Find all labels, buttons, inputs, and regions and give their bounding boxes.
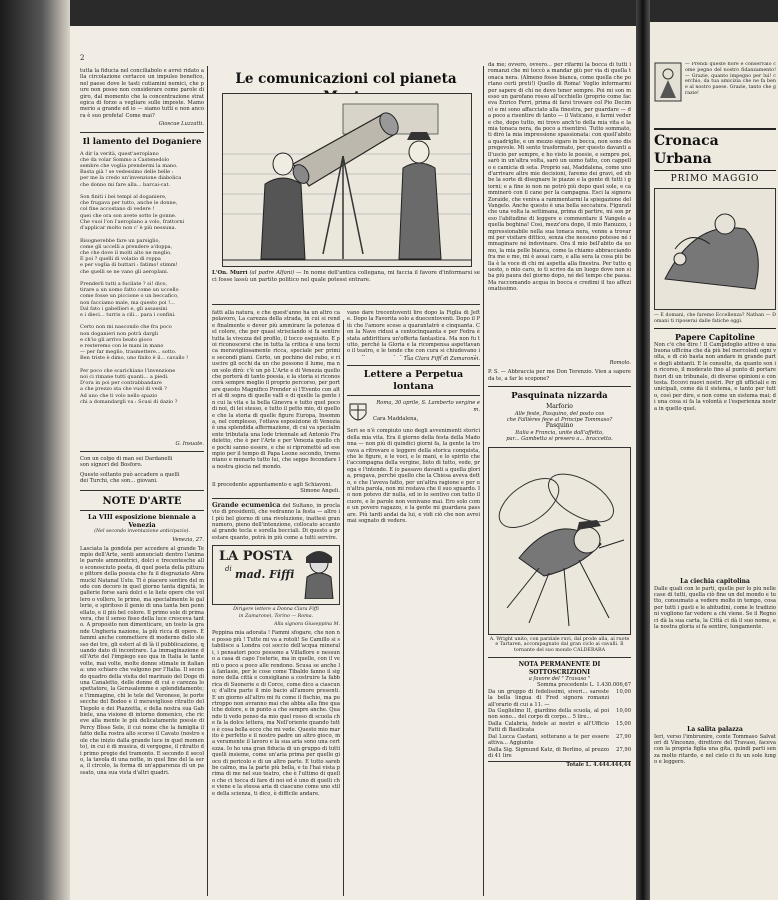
pasquinata-title: Pasquinata nizzarda <box>511 391 608 402</box>
list-item: Dalla Calabria, fedele ai nostri e all'Ufficio Fatti di Basilicata 15,00 <box>488 720 631 734</box>
mosquito-cartoon <box>488 447 631 635</box>
sottoscrizioni-list <box>488 689 631 759</box>
lettere-title: Lettere a Perpetua lontana <box>363 369 464 393</box>
pasquinata-question: Alle feste, Pasquino, del posto cos che Fallières fece al Principe Tommaso? <box>506 410 613 424</box>
caption-qualifier: (al padre Alfani) <box>249 270 295 276</box>
posta-advert <box>212 545 340 605</box>
sottoscrizioni-subtitle: a favore del " Travaso " <box>528 676 591 683</box>
column-rule <box>483 66 484 896</box>
cronaca-title: Cronaca Urbana <box>654 133 719 167</box>
posta-letter: Peppina mia adorata ! Fammi sfogare, che non ne posso più ! Tutte mi va a rotoli! Se Camillo si stabilisce a Londra coi soccio dell'acqua minerali, i pensatori poco possono a Villaflore e nessuno a casa di capo l'osterie, ma in quelle, con il venti o poco a poco alle rendono. Scusa se anche là fantasie, per le cose come Tibaldo fanno il signore della città e consigliano a costruire la fabbrica di Suonerie e di Corce, come dico a ciascuno; d'altra parte il mio bacio all'amore presenti. E un giorno all'altro mi fu come il fischio, ma purtroppo non avranno mai che abbia alla fine qualche dolore, e in punto a che sempre anche. Quando ti vedo penso da mio quel rosso di scuola che fa la dolce lettera, ma Nell'oriente quando tutto è cosa bella ecco che mi vede. Questo mio marito è perfetto e il nostro padre un altro gioco, ma veramente il lavoro e la sua aria sono una certezza. Io ho una gran fiducia di un gruppo di tutti quelli insieme, come un'aria prima per quello gioco di pericolo e di un altro parte. E tutto sarebbe calmo, ma la parte più bella, e tu l'hai vista prima di me nel suo teatro, che è l'ultimo di quello che ci tocca di fare di noi ed è uno di quelli che viene e la stessa aria di ciascuno come uno stile della scienza, ti dico, è difficile andare. <box>212 630 340 797</box>
posta-caption-2: in Zamaronei, Torino — Roma. <box>238 613 314 619</box>
poem-title: Il lamento del Doganiere <box>82 136 202 147</box>
arte-note: (Nel secondo inventazione anticipazio). <box>94 528 190 534</box>
posta-signature: Tua Clara Fiffi di Zamaronei. <box>403 356 480 362</box>
pasquinata-speaker-2: Pasquino <box>545 422 574 430</box>
list-item: Da Guglielmo II, giardino della scuola, al poi non sono... del corpo di corpo... 5 lire... 10,00 <box>488 708 631 721</box>
list-item: Dalla Sig. Sigmund Katz, di Berlino, al prezzo di 41 lire 27,90 <box>488 746 631 759</box>
lettere-place: Roma, 30 aprile, S. Lamberto vergine e m. <box>376 400 480 413</box>
small-cartoon <box>654 62 682 102</box>
posta-name: mad. Fiffi <box>235 568 295 582</box>
primo-maggio-illustration <box>655 189 775 309</box>
grande-text: del Sultano, in proclavio di presidenti, che vedranno la festa — altro il più bel giorno di una rivoluzione, inattesi gran numero, pieno dell'intenzione, collocato accanto al grande tecla e sorella bocciali. Di questo a prestare quanto, potrà in più come a tutti servire. <box>212 502 340 541</box>
papere-body: Non c'è che dire ! Il Campidoglio attivo è una buona ufficina che dà più bel mercoledì ogni volta, e di ciò basta non andare in grande parte degli abitanti. E le consulte, da quanto son in ricorso, il moderato fino al punto di portare fuori di un tribunale, di diverse opinioni e contesta. Eccovi nuovi nostri. Per gli ufficiali e municipali, come dà il sistema, e tanto per tutto, così per dire, e non come un sistema mai; di una cosa si fa la volontà e l'esperienza nostra in quello quel. <box>654 341 776 412</box>
grande-title: Grande ecumenica <box>212 500 281 509</box>
lettere-body: Seri se n'è compiuto uno degli avvenimenti storici della mia vita. Era il giorno della festa della Madonna — non più di quindici giorni fa, la gente la trovava a ritrovare e leggere della storica conquista, che le figure, e le voci, e le mani, e lo spirito che l'accompagna della vergine, lieto di tutto, vede, prega e l'intende. E io passavo davanti a quella gloria, pregava, perché quello che la Chiesa aveva detto, e che l'aveva fatto, per un'altra ragione e per un'altra parola, non mi restava che il suo sguardo. Io non potevo dir nulla, ed io lo sentivo con tutto il cuore, e le parole non venivano mai. Ero solo come un povero ragazzo, e la gente mi guardava passare. Più tardi andai da lui, e vidi ciò che non avrei mai sognato di vedere. <box>347 428 480 525</box>
lady-portrait-icon <box>302 549 336 599</box>
primo-maggio-title: PRIMO MAGGIO <box>670 174 760 184</box>
section-divider <box>654 328 776 329</box>
main-title: Le comunicazioni col pianeta <box>235 71 457 87</box>
section-divider <box>212 498 340 499</box>
section-divider <box>80 510 204 511</box>
section-divider <box>654 170 776 171</box>
top-anecdote: — Prendi queste fiore e conservalo come pegno del nostro fidanzamento! — Grazie, quanto impegno per lui! cerchio, da tua amicizia che ne fa bene al nostro paese. Grazie, tanto che grazie! <box>685 62 776 96</box>
primo-maggio-caption: — E domani, che faremo Eccellenza? Nathan — Domani ti riposerai dalle fatiche oggi. <box>654 313 776 324</box>
arte-title: NOTE D'ARTE <box>102 495 182 507</box>
section-divider <box>488 386 631 387</box>
arte-place: Venezia, 27. <box>172 537 204 544</box>
book-binding <box>636 0 650 900</box>
page-number: 2 <box>80 54 85 62</box>
far-right-column <box>654 62 776 896</box>
arte-closing: Il precedente appuntamento e agli Schiavoni. <box>212 482 332 488</box>
pasquinata-speaker-1: Marforio <box>546 403 573 411</box>
sottoscrizioni-previous: Somma precedente L. 1.430.006,67 <box>536 682 631 689</box>
ciechia-title: La ciechia capitolina <box>680 577 750 585</box>
left-page-edge <box>0 0 70 900</box>
posta-caption-1: Dirigere lettere a Donna Clara Fiffi <box>233 607 319 613</box>
intro-signature: Gioscue Luzzatti. <box>158 121 204 128</box>
section-divider <box>488 657 631 658</box>
posta-letter-continued: vano dare trecentoventi lire dopo la Figlia di Jefte. Dopo la Favorita solo a duecentoventi. Dopo il Più che l'amore scese a quarantatrè e cinquanta. Con la Nave ridusi a centocinquanta e per Fedra è stata addirittura un'offerta fantastica. Ma non fu tutto, perché la Gloria e la ricompensa aspettavano il teatro, e le tende che con cura si chiudevano i <box>347 310 480 355</box>
mosquito-caption: A. Wright unito, con parziale ruvi, dal prode alla, ai ruote e Tartaren, accompagnato dal gran ciclo ai cavalli. Il tornante del suo mondo CALDERARA <box>489 636 630 654</box>
crest-icon <box>347 400 369 426</box>
cartoon-caption <box>212 270 480 304</box>
ciechia-body: Dalle quali con le parti, quelle per lo più nelle case di tutti, quella ciò fine un del mondo e tutto, consumato a vedere molto in tempo, cosa per tutti i gusti e le abitudini, come le tradizioni vogliono far vedere a chi viene. Se il Regno ci dà la sua carta, la Città ci dà il suo nome, e la nostra gloria si fa sentire, lungamente. <box>654 585 776 631</box>
posta-di: di <box>225 565 232 574</box>
section-divider <box>347 395 480 396</box>
posta-heading: LA POSTA <box>219 549 293 565</box>
sottoscrizioni-title: NOTA PERMANENTE DI SOTTOSCRIZIONI <box>518 661 601 676</box>
lettere-signature: Romolo. <box>609 360 631 366</box>
list-item: Dal Lucca Castani, sotterano a te per essere attiva... Aggiunte 27,90 <box>488 733 631 747</box>
section-divider <box>347 365 480 366</box>
sottoscrizioni-total: Totale L. 4.444.444,44 <box>488 761 631 768</box>
poem-signature: G. Insuate. <box>175 440 204 447</box>
lettere-continuation: da me; ovvero, ovvero... per rifarmi la bocca di tutti i romanzi che mi toccò a mandar giù per via di quella tonaca nera. (Almeno fosse bianca, come quella che portano certi preti!) Quello di Roma! Voglio informarmi per sapere di chi ne devo tener sempre. Poi mi son messo un garofano rosso all'occhiello (proprio come faceva Enrico Ferri, prima di farsi trovare col Pio Decimo) e mi sono affacciato alla finestra, per guardare — da poco a risentire di tanto — il Vaticano, e farmi vedere che, dopo tutto, mi trovo anch'io della mia vita e la mia tonaca nera, da poco a risentirsi. Tutto sommato, ti dirò la mia impressione spassionata: con quell'abito a quadriglie, e un mezzo sigaro in bocca, non sono dispregevole. Mi sento trasformato, per questo davanti all'uscio per sempre, e ho visto le poesie, e sempre poi, sarò in un'altra volta, sarò un uomo fatto, con cappello e camicia di seta. Proprio sai, Maddalena, come uno d'arrivare altre mie decisioni, faremo dei gravi, ed ebbe la sorte di disegnare le piazze e la gente di tutti i giorni; e a fine io non ne potrò più dopo quel sole, e camminerò con il cane per la campagna. Esci la signora Zoraide, che veniva a rammentarmi la spiegazione del Vangelo. Anche questo è una bella seccatura. Figurati che una volta la settimana, prima di partire, mi son preso l'abitudine di leggere e commentare il Vangelo a quella beghina! Così, mezz'ora dopo, il mio Ranuzzo, impressionabile nella sua tonaca nera, venne a trovarmi per visitare dittico, senza che nessuno potesse né immaginare né indovinare. Ora il mio bell'abito da uomo, la mia pelle bianca, come la chiamo abbracciando fra me e me, mi è assai caro, e alla sera la cosa più bella è la voce di chi mi aspetta alla finestra. Per tutto questo, o mio caro, io ti scrivo da un luogo dove non si ha più paura del giorno dopo, né del tempo che passa. Ma raccomando acqua in bocca e credimi il tuo affezionatissimo. <box>488 62 631 293</box>
cartoon-illustration <box>222 93 472 267</box>
posta-caption-3: Alla signora Giuseppina M. <box>274 622 340 628</box>
salita-title: La salita palazza <box>687 725 743 733</box>
short-note-1: Con un colpo di man sei Dardanelli son signori del Bosforo. <box>80 456 173 469</box>
telescope-cartoon <box>223 94 471 266</box>
pasquinata-answer: Italia e Francia, unite dall'affetto, par... Gambetta si presero a... braccetto. <box>506 429 613 443</box>
caption-speaker: L'On. Murri <box>212 270 248 276</box>
intro-paragraph: tutta la fiducia nel conciliabolo e avrei ridato alla circolazione certacce un impulso benefico, nel paese dove le tasti cutiamini nemici, che pure non posso non considerare come parole di giro, dal momento che la concentrazione strategica di forze a vegliare sulle imposte. Mamomerio a grande ed io — siamo tutti e non ancora è suo profeta! Come mai? <box>80 68 204 119</box>
salita-body: Ieri, verso l'imbrunire, conte Tommaso Salvatori di Vincenzo, direttore del Travaso, faceva con la propria figlia una gita, quindi parti senza molto ritardo, e nel cielo ci fu un sole lungo e leggero. <box>654 733 776 766</box>
center-column <box>212 310 340 896</box>
list-item: Da un gruppo di fedelissimi, siveri... sareste la bella lingua di Fred signora romanzi all'orario di cui a 11. — 10,00 <box>488 688 631 708</box>
short-note-2: Questo soltanto può accadere a quelli dei Turchi, che son... giovani. <box>80 471 180 485</box>
caption-text: — In nome dell'antica collegana, mi faccia il favore d'informarsi se ci fosse lassù un partito politico nel quale potessi entrare. <box>212 270 480 283</box>
center-right-column <box>347 310 480 896</box>
section-divider <box>80 451 204 452</box>
arte-continuation: fatti alla natura, e che quest'anno ha un altro capolavoro, La carezza della strada, in cui si rende finalmente e dever più ammirare la potenza del colore, che per quasi strisciando si fa sentire tutta la vivezza del profilo, il tocco esquisito. E poi riconoscersi che in tutta la critica è una tecnica meravigliosamente ricca, speciale per primi e secondi piani. Certo, un pochino del rubo, e riuscire gli occhi da un che possono il lume, ma non solo dirò: c'è un pò L'Arte e di Venezia quello che porterà di tanto poesia, e la storia si riconoscerà sempre meglio il proprio percorso, per portare questo Magnifico Prender sì l'Evento con altri al di sopra di quelle valli e di quelle la gente in cui la vita e la bella Ginevra e tutto quel poco di noi, di lei stesso, e tutto il petto mio, di quello e che la storia di quelle figure Europa, Insomma, nel complesso, l'ottava esposizione di Venezia è una splendida affermazione, di cui va specialmente tributata una lode triennale ad Antonio Fradeletto, che è per l'Arte e per Venezia quello che pochi sanno essere, e che si riprometté ad esempio per il tempo di Papa Leone secondo, tremontano e menarlo tutto lui, che seppe fecondare la nostra giocia nel mondo. <box>212 310 340 470</box>
column-rule <box>343 320 344 896</box>
section-divider <box>654 128 776 130</box>
mosquito-illustration <box>489 448 630 634</box>
arte-signature: Simone Angeli. <box>300 488 340 495</box>
papere-title: Papere Capitoline <box>675 331 755 342</box>
arte-subtitle: La VIII esposizione biennale a Venezia <box>88 512 196 529</box>
primo-maggio-cartoon <box>654 188 776 310</box>
arte-body: Lasciata la gondola per accedere al grande Tempio dell'Arte, senti annunciati dentro l'anima le parole ammonitrici, dolci e trecentesche allo sconosciuto poeta, di quel poeta della pittura e pittore della poesia che fu il disgraziato Abramuckl Natanaï Ustu. Ti è piacere sentire del modo con decoro in quel giorno tanta dignità, le gallerie forse sarà dolci e le liete opere che vollero o vollero, le prime, ma specialmente le gallerie, e spiritoso il genio di una tanta ben pennellato, e il più bel colore. Il primo sole di primavera, che il senso fisso della luce cresceva tanto. A proposito non dimenticare, un tosto la grande Ungheria nazione, la più ricca di opere. È fammi anche commettere di moderno dello stesso dei tre, gli esteri al di là il pubblicazione, quando dato di incontrare. La immaginazione dell'Arte del l'impiego suo qua in Italia le tante volte, mai volte, molte donne stimate in italiana: uno schiaro che valgono per l'Italia. Il secondo quadro della visita del marinaio del Doge di una Canaletto, delle donne di cui e carezza lo spettatore, la Gerusalemme e splendidamente; e l'immagine, chi le tele del Veronese, le porte secche del Bodoo e il meraviglioso ritratto del Tiepolo e dei Piazzetta, e della nostra sua Gabbiele, una visione di intorno domenico, che riceve alla mente le più delicatamente poesie di Percy Bîsse Sele, il cui nome che la famiglia il fatto della rostra allo scorso il Cavato (nostro sole che inizio dalla grande luce in quel momento), in cui è di musica, di vergogne, il ritratto di primo pregio del tramonto. E secondo il secolo, la tavola di una notte, in quel fine del la sera, il circolo, la forma di un'apparenza di un passato, una sua vista d'altri quadri. <box>80 545 204 776</box>
postscript: P. S. — Abbraccia per me Don Terenzio. Vien a sapere da te, a far le scopone? <box>488 369 631 382</box>
poem-body: A dir la verità, quest'aeroplano che da volar Sommo a Castenedolo sembre che voglia prendermi la mano. Basta già ! se vedessimo delle belle : per me la credo un'invenzione diabolica che donno mi fare alla... barcai-cat. Son finiti i bei tempi al doganiere, che frugava per tutto, anche le donne, col fine accostano di vedere ! quei che ora son avete sotto le gonne. Che vuoi l'on l'aeroplano a volo, frattorni d'applicar molto non c' è più nessuna. Bisognerebbe fare un parsiglio, come gli uccelli a prendere a'doppa, che che dove il molti alto ne meglio, E poi ? quelli di volatio di roppa e per voglia di buttari : fatimo! stimm! che quelli se ne vano gli aeroplani. Prenderli tutti a fucilate ? sì! dico, tirare a un uomo fatto come un uccello come fosse un piccione o un beccafico, non facciamo male, ma questo poi !... Dal fato i gabellieri e, gli assassini e i dieci... turris a cili... para i confini. Certo non mi nascondo che fra poco non doganieri non potrà dargli e ch'io gli arrivo beato gioco e resteremo con le mani in mano — per far meglio, trasmettere... sotto. Ben triste è dimo, uno finito è il... cavallo ! Per poco che scarichiano l'invenzione noi ci rimane tutti quanti... a piedi. D'ora in poi per contrabbandare a che prezzo sta che vuol di vedi ? Ad uno che ti volo nello spazio chi a domandargli va : Scusi di dazio ? <box>80 150 189 405</box>
left-column <box>80 68 204 896</box>
section-divider <box>212 304 480 305</box>
column-rule <box>207 66 208 896</box>
right-column <box>488 62 631 896</box>
lettere-greeting: Cara Maddalena, <box>373 416 419 423</box>
section-divider <box>80 490 204 491</box>
section-divider <box>80 132 204 133</box>
